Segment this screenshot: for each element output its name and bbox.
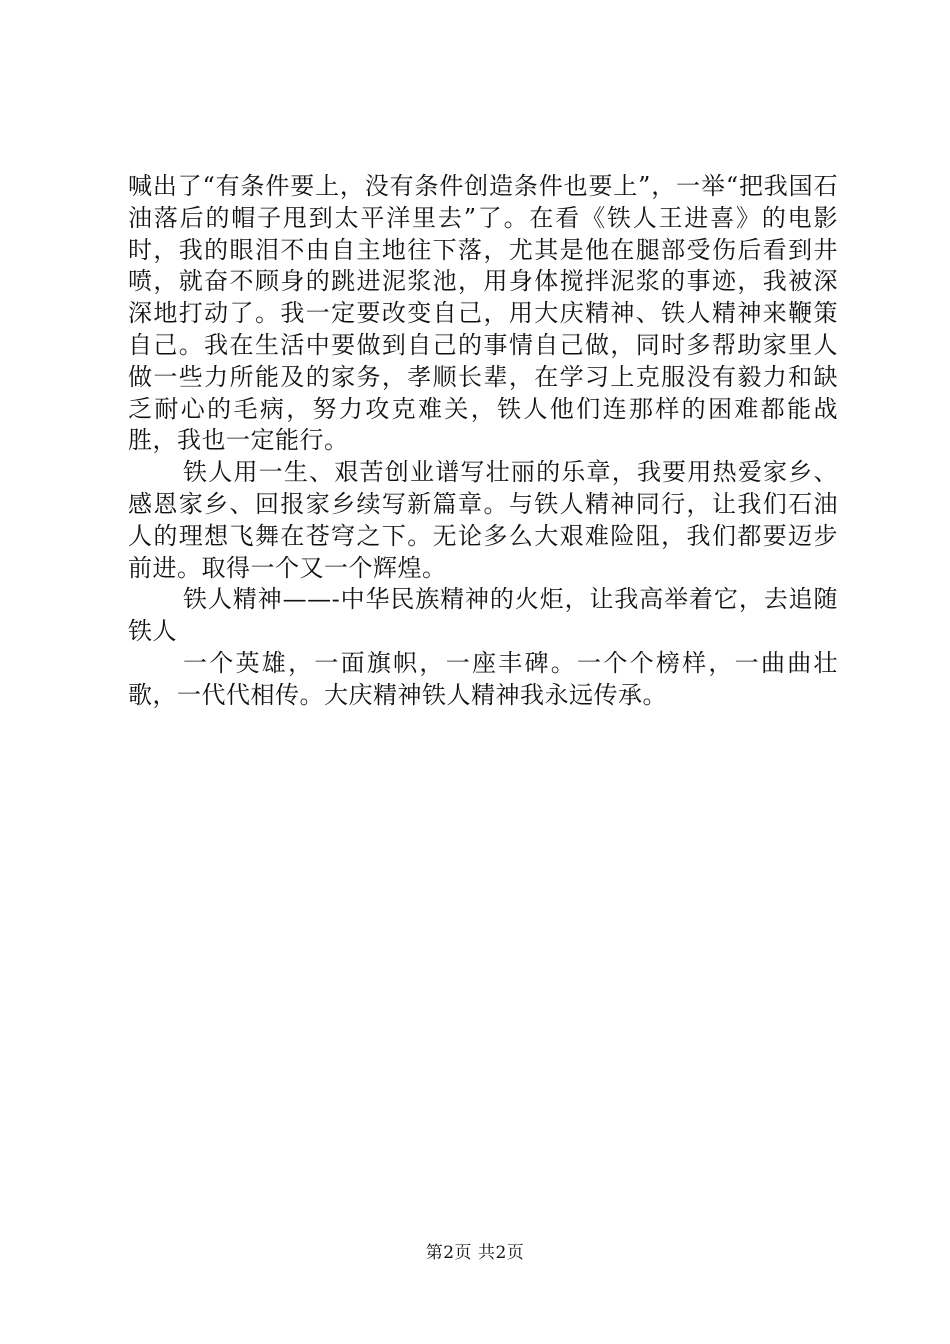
paragraph-closing: 一个英雄，一面旗帜，一座丰碑。一个个榜样，一曲曲壮歌，一代代相传。大庆精神铁人精神我永远传承。: [128, 648, 838, 709]
paragraph-iron-man-spirit-torch: 铁人精神——-中华民族精神的火炬，让我高举着它，去追随铁人: [128, 585, 838, 646]
page-number-label: 第2页 共2页: [425, 1243, 525, 1263]
paragraph-continuation: 喊出了“有条件要上，没有条件创造条件也要上”，一举“把我国石油落后的帽子甩到太平洋里去”了。在看《铁人王进喜》的电影时，我的眼泪不由自主地往下落，尤其是他在腿部受伤后看到井喷，就奋不顾身的跳进泥浆池，用身体搅拌泥浆的事迹，我被深深地打动了。我一定要改变自己，用大庆精神、铁人精神来鞭策自己。我在生活中要做到自己的事情自己做，同时多帮助家里人做一些力所能及的家务，孝顺长辈，在学习上克服没有毅力和缺乏耐心的毛病，努力攻克难关，铁人他们连那样的困难都能战胜，我也一定能行。: [128, 172, 838, 455]
page-footer: [0, 1241, 950, 1265]
paragraph-iron-man-lifetime: 铁人用一生、艰苦创业谱写壮丽的乐章，我要用热爱家乡、感恩家乡、回报家乡续写新篇章。与铁人精神同行，让我们石油人的理想飞舞在苍穹之下。无论多么大艰难险阻，我们都要迈步前进。取得一个又一个辉煌。: [128, 458, 838, 582]
document-body: [128, 171, 838, 712]
